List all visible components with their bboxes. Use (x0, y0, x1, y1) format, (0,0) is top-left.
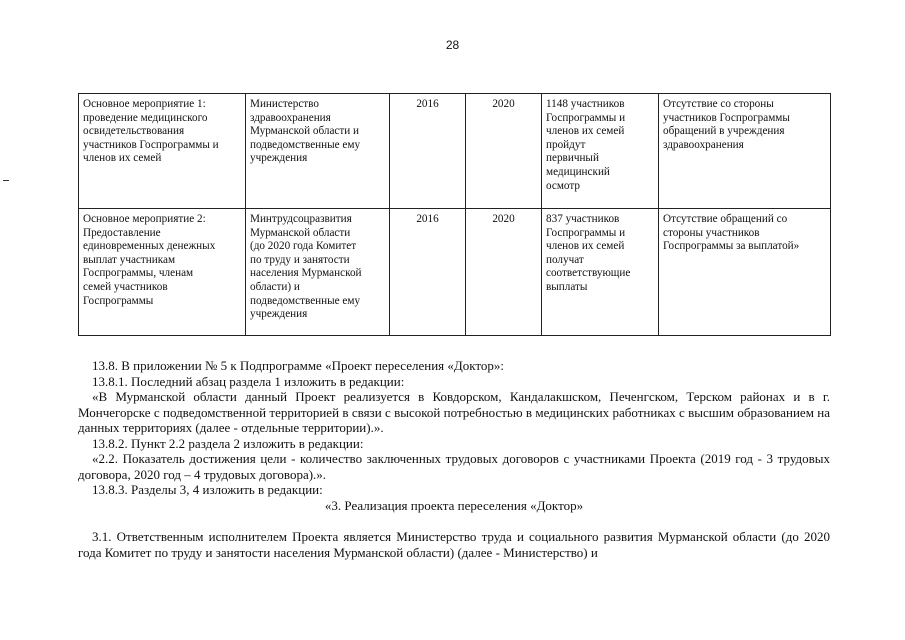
result-cell: 1148 участников Госпрограммы и членов их семей пройдут первичный медицинский осмотр (542, 94, 659, 209)
measures-table (78, 93, 831, 336)
executor-cell: Министерство здравоохранения Мурманской области и подведомственные ему учреждения (246, 94, 390, 209)
measure-cell: Основное мероприятие 2: Предоставление единовременных денежных выплат участникам Госпрограммы, членам семей участников Госпрограммы (79, 209, 246, 336)
section-heading: «3. Реализация проекта переселения «Доктор» (324, 497, 584, 513)
paragraph-3-1: 3.1. Ответственным исполнителем Проекта является Министерство труда и социального развития Мурманской области (до 2020 года Комитет по труду и занятости населения Мурманской области) (далее - Министерство) и (78, 529, 830, 560)
result-cell: 837 участников Госпрограммы и членов их семей получат соответствующие выплаты (542, 209, 659, 336)
paragraph-13-8-1: 13.8.1. Последний абзац раздела 1 изложить в редакции: (92, 373, 405, 389)
measure-cell: Основное мероприятие 1: проведение медицинского освидетельствования участников Госпрограммы и членов их семей (79, 94, 246, 209)
risk-cell: Отсутствие со стороны участников Госпрограммы обращений в учреждения здравоохранения (659, 94, 831, 209)
quote-paragraph-1: «В Мурманской области данный Проект реализуется в Ковдорском, Кандалакшском, Печенгском, Терском районах и в г. Мончегорске с подведомственной территорией в связи с высокой потребностью в медицинских работниках с высшим образованием на данных территориях (далее - отдельные территории).». (78, 389, 830, 435)
quote-paragraph-2: «2.2. Показатель достижения цели - количество заключенных трудовых договоров с участниками Проекта (2019 год - 3 трудовых договора, 2020 год – 4 трудовых договора).». (78, 451, 830, 482)
end-year-cell: 2020 (466, 209, 542, 336)
paragraph-13-8-2: 13.8.2. Пункт 2.2 раздела 2 изложить в редакции: (92, 435, 364, 451)
page-number: 28 (445, 38, 460, 52)
start-year-cell: 2016 (390, 209, 466, 336)
executor-cell: Минтрудсоцразвития Мурманской области (до 2020 года Комитет по труду и занятости населения Мурманской области) и подведомственные ему учреждения (246, 209, 390, 336)
table-row (79, 209, 831, 336)
risk-cell: Отсутствие обращений со стороны участников Госпрограммы за выплатой» (659, 209, 831, 336)
start-year-cell: 2016 (390, 94, 466, 209)
margin-mark (3, 180, 9, 181)
end-year-cell: 2020 (466, 94, 542, 209)
table-row (79, 94, 831, 209)
body-text (78, 358, 830, 560)
paragraph-13-8: 13.8. В приложении № 5 к Подпрограмме «Проект переселения «Доктор»: (92, 358, 505, 373)
paragraph-13-8-3: 13.8.3. Разделы 3, 4 изложить в редакции: (92, 482, 323, 497)
